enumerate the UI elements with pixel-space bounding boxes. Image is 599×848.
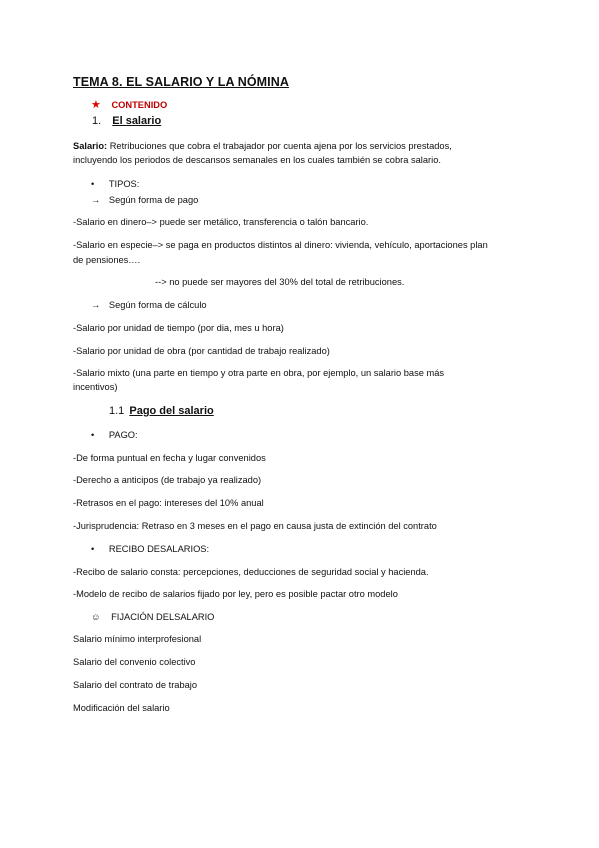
forma-calculo-label: Según forma de cálculo [108,300,207,310]
section-1-1-heading [109,405,214,418]
fijacion-item: Modificación del salario [73,703,170,713]
pago-item: -Jurisprudencia: Retraso en 3 meses en el pago en causa justa de extinción del contrato [73,521,437,531]
forma-pago-heading [91,194,198,207]
salario-mixto-line-2: incentivos) [73,382,118,392]
section-1-1-title: Pago del salario [129,405,214,417]
definition-term: Salario: [73,141,108,151]
recibo-heading [91,543,209,556]
salario-obra: -Salario por unidad de obra (por cantidad de trabajo realizado) [73,346,330,356]
forma-calculo-heading [91,299,207,312]
pago-item: -Derecho a anticipos (de trabajo ya realizado) [73,475,262,485]
bullet-icon: • [91,179,95,189]
bullet-icon: • [91,544,95,554]
section-1-1-number: 1.1 [109,405,125,417]
salario-tiempo: -Salario por unidad de tiempo (por dia, mes u hora) [73,323,284,333]
arrow-right-icon: → [91,300,101,310]
smiley-icon: ☺ [91,612,101,622]
definition-text-1: Retribuciones que cobra el trabajador por cuenta ajena por los servicios prestados, [109,141,452,151]
salario-especie-line-1: -Salario en especie–> se paga en productos distintos al dinero: vivienda, vehículo, aportaciones plan [73,240,488,250]
salario-dinero: -Salario en dinero–> puede ser metálico, transferencia o talón bancario. [73,217,369,227]
fijacion-item: Salario del contrato de trabajo [73,680,198,690]
fijacion-label: FIJACIÓN DELSALARIO [111,612,215,622]
salario-mixto-line-1: -Salario mixto (una parte en tiempo y otra parte en obra, por ejemplo, un salario base más [73,368,445,378]
bullet-icon: • [91,430,95,440]
forma-pago-label: Según forma de pago [108,195,199,205]
recibo-item: -Recibo de salario consta: percepciones, deducciones de seguridad social y hacienda. [73,567,429,577]
tipos-label: TIPOS: [108,179,140,189]
pago-heading [91,429,138,442]
arrow-right-icon: → [91,195,101,205]
section-1-number: 1. [92,115,102,127]
recibo-item: -Modelo de recibo de salarios fijado por ley, pero es posible pactar otro modelo [73,589,398,599]
limite-especie: --> no puede ser mayores del 30% del total de retribuciones. [155,277,405,287]
star-icon: ★ [91,99,101,111]
page-title: TEMA 8. EL SALARIO Y LA NÓMINA [73,75,289,89]
contenido-heading [91,99,167,112]
fijacion-item: Salario mínimo interprofesional [73,634,202,644]
definition-line-1 [73,140,452,153]
definition-line-2: incluyendo los periodos de descansos semanales en los cuales también se cobra salario. [73,155,441,165]
pago-item: -De forma puntual en fecha y lugar convenidos [73,453,266,463]
section-1-heading [92,115,161,128]
recibo-label: RECIBO DESALARIOS: [108,544,210,554]
section-1-title: El salario [112,115,162,127]
contenido-label: CONTENIDO [111,100,168,110]
pago-item: -Retrasos en el pago: intereses del 10% anual [73,498,264,508]
pago-label: PAGO: [108,430,138,440]
fijacion-heading [91,611,214,624]
salario-especie-line-2: de pensiones…. [73,255,141,265]
tipos-heading [91,178,139,191]
fijacion-item: Salario del convenio colectivo [73,657,196,667]
